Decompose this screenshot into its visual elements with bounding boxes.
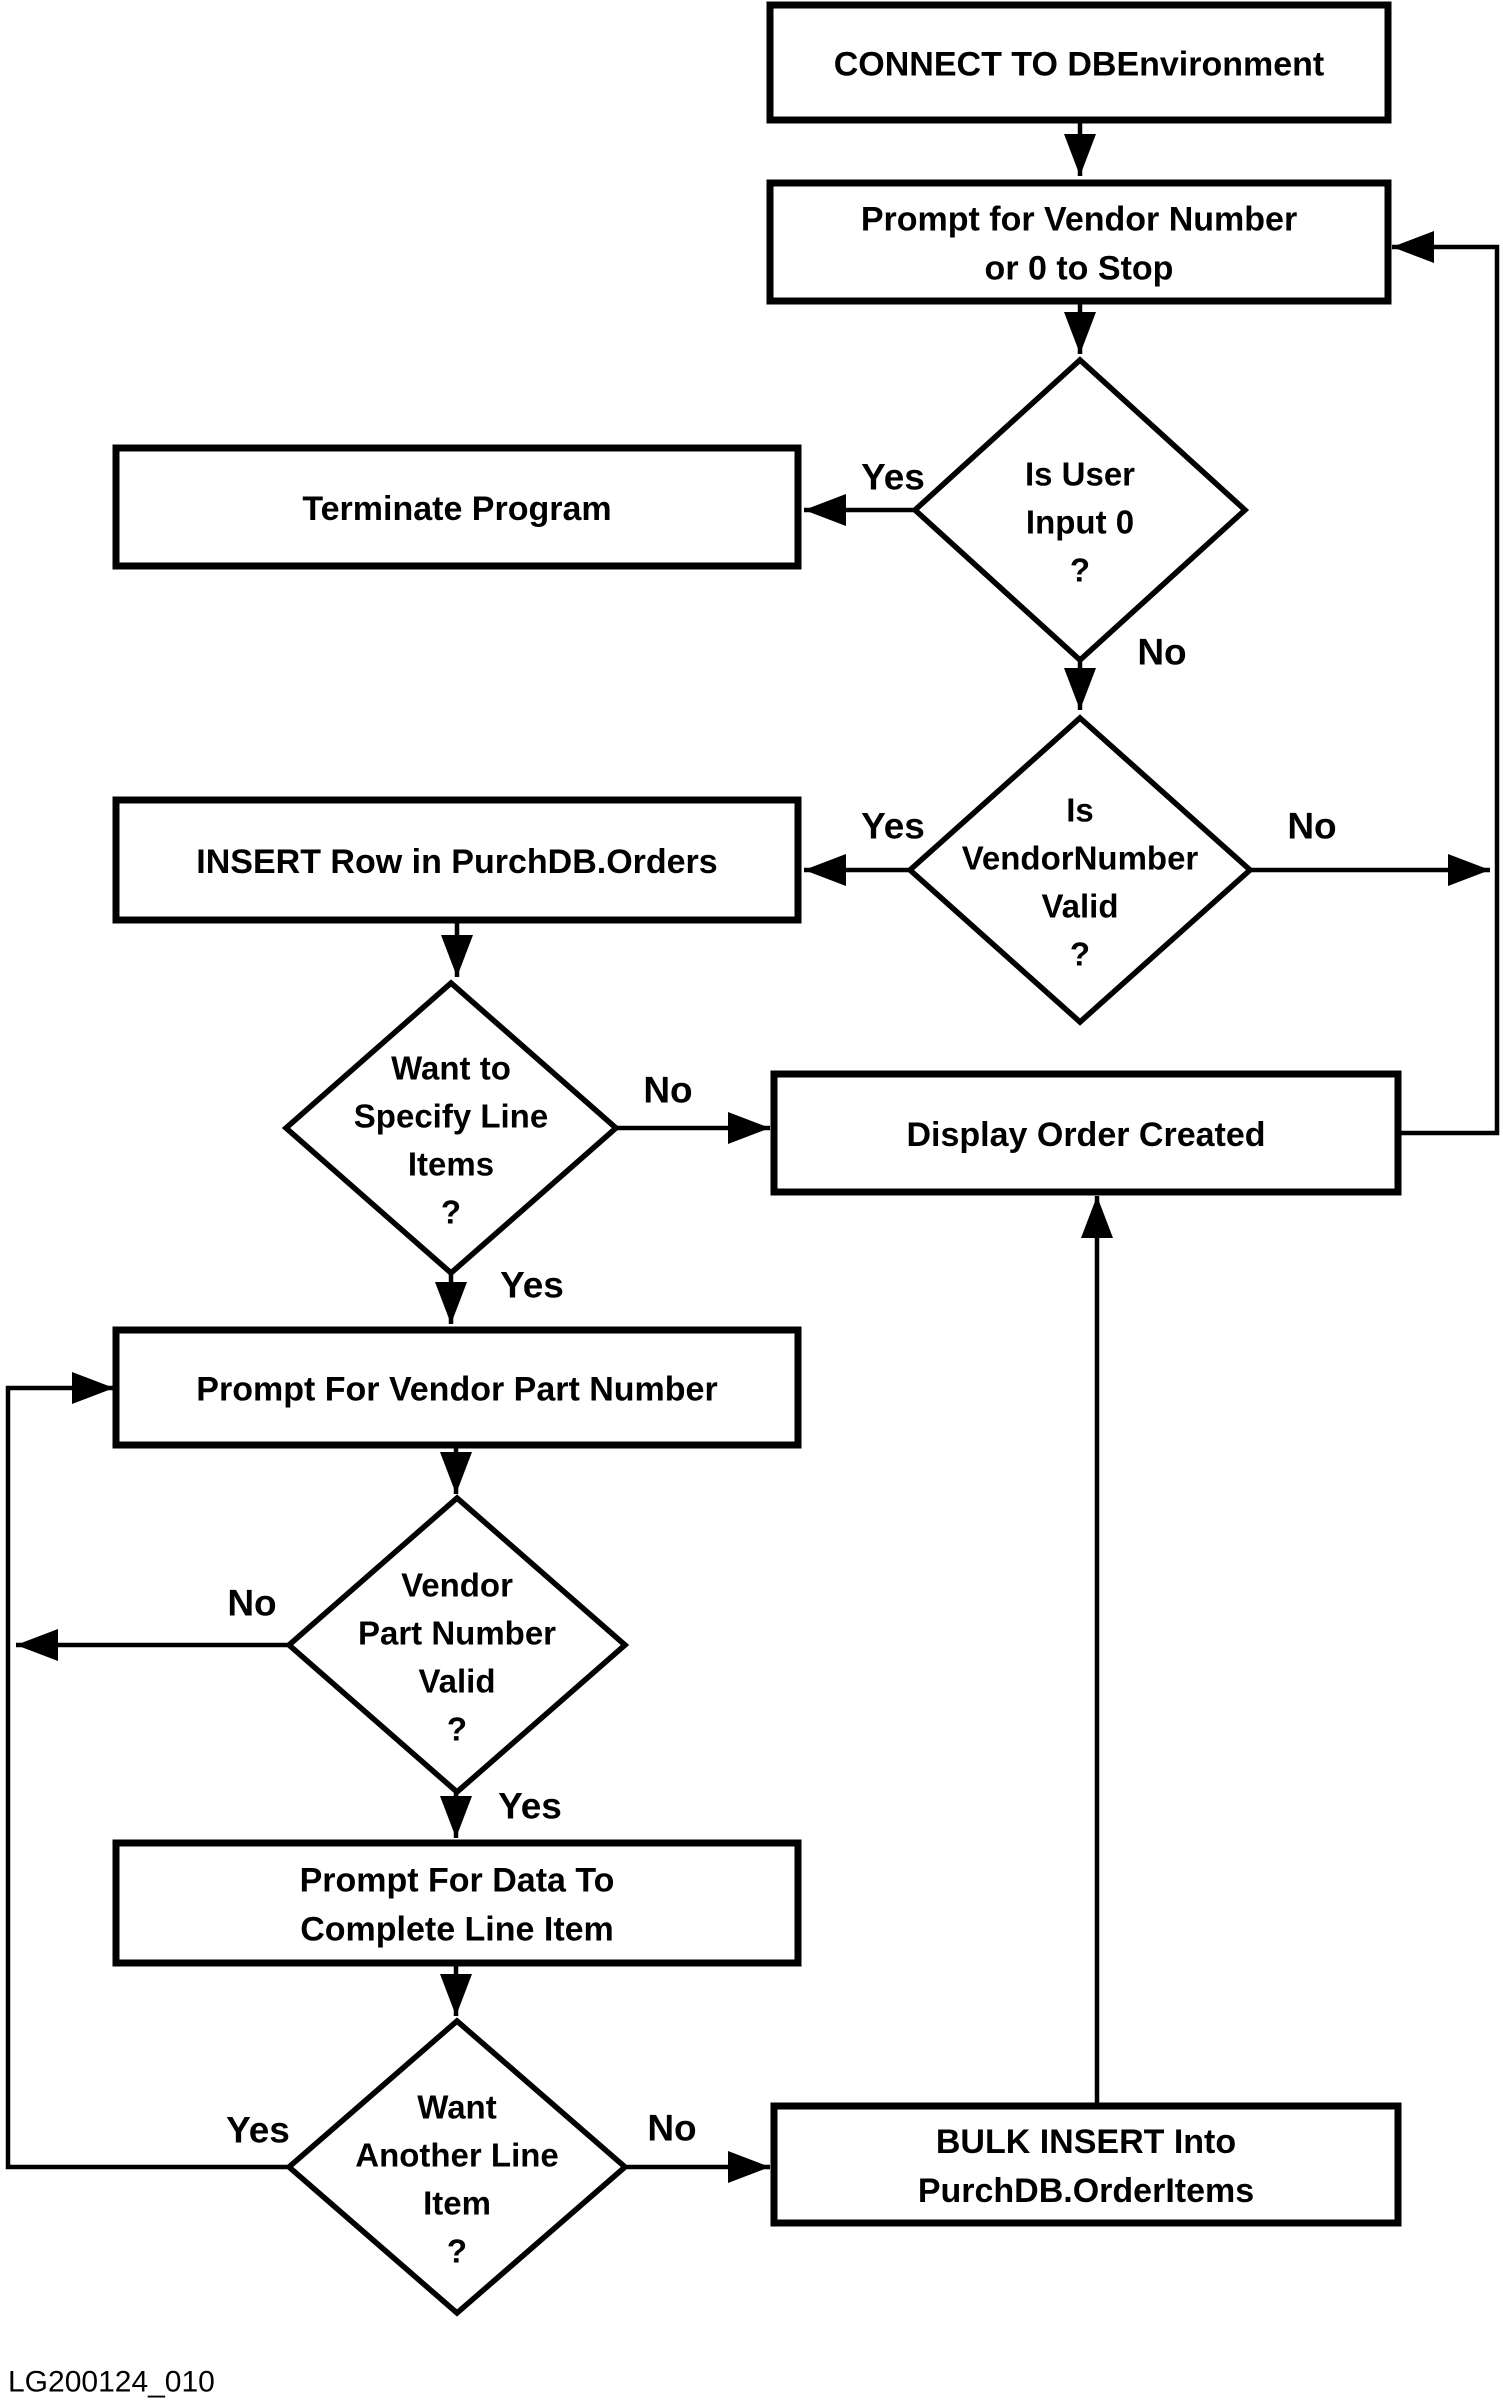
edge-wantanother-yes-loop [8, 1388, 292, 2167]
node-want-another-text: Another Line [355, 2136, 559, 2174]
node-want-items-text: ? [440, 1193, 462, 1231]
node-vendor-valid-text: ? [1069, 935, 1091, 973]
arrowhead-wantanother-no [728, 2151, 770, 2183]
node-connect-text: CONNECT TO DBEnvironment [833, 45, 1325, 84]
branch-label-wantitems-no: No [643, 1069, 693, 1111]
arrowhead-insert-to-wantitems [441, 935, 473, 977]
arrowhead-wantitems-no [728, 1112, 770, 1144]
node-insert-row-text: INSERT Row in PurchDB.Orders [196, 843, 718, 881]
node-want-items-text: Want to [391, 1049, 511, 1087]
node-want-items-text: Items [407, 1145, 495, 1183]
node-display-order-text: Display Order Created [906, 1116, 1266, 1154]
node-bulk-insert-text: BULK INSERT Into [935, 2122, 1237, 2161]
node-want-items-text: Specify Line [353, 1097, 549, 1135]
node-part-valid-text: ? [446, 1710, 468, 1748]
arrowhead-bulk-to-display [1081, 1196, 1113, 1238]
node-prompt-data-text: Complete Line Item [300, 1910, 614, 1949]
node-want-another-text: ? [446, 2232, 468, 2270]
node-vendor-valid-text: Is [1066, 791, 1094, 829]
node-prompt-vendor-text: Prompt for Vendor Number [860, 200, 1298, 239]
arrowhead-connect-to-prompt [1064, 134, 1096, 176]
node-prompt-data-text: Prompt For Data To [299, 1861, 615, 1900]
node-want-another-text: Item [423, 2184, 491, 2222]
arrowhead-vendorvalid-no [1448, 854, 1490, 886]
arrowhead-isinput-no [1064, 668, 1096, 710]
arrowhead-partvalid-yes [440, 1796, 472, 1838]
node-prompt-vendor-text: or 0 to Stop [984, 249, 1174, 288]
node-vendor-valid-text: Valid [1041, 887, 1119, 925]
node-is-input-0-text: Input 0 [1025, 503, 1135, 541]
arrowhead-vendorvalid-yes [804, 854, 846, 886]
node-vendor-valid-text: VendorNumber [961, 839, 1199, 877]
branch-label-wantanother-no: No [647, 2107, 697, 2149]
branch-label-partvalid-no: No [227, 1582, 277, 1624]
branch-label-partvalid-yes: Yes [498, 1785, 562, 1827]
branch-label-vendorvalid-yes: Yes [861, 805, 925, 847]
arrowhead-promptpart-to-partvalid [440, 1452, 472, 1494]
node-terminate-text: Terminate Program [302, 490, 612, 528]
node-is-input-0-text: Is User [1024, 455, 1136, 493]
branch-label-wantitems-yes: Yes [500, 1264, 564, 1306]
arrowhead-wantanother-yes-loop [72, 1372, 114, 1404]
arrowhead-promptdata-to-wantanother [440, 1974, 472, 2016]
figure-label: LG200124_010 [8, 2365, 215, 2399]
arrowhead-isinput-yes [804, 494, 846, 526]
node-prompt-part-text: Prompt For Vendor Part Number [196, 1370, 718, 1409]
arrowhead-wantitems-yes [435, 1282, 467, 1324]
arrowhead-display-to-prompt-loop [1392, 231, 1434, 263]
branch-label-isinput-no: No [1137, 631, 1187, 673]
node-bulk-insert-text: PurchDB.OrderItems [917, 2172, 1255, 2211]
node-is-input-0-text: ? [1069, 551, 1091, 589]
branch-label-wantanother-yes-loop: Yes [226, 2109, 290, 2151]
node-part-valid-text: Part Number [357, 1614, 557, 1652]
node-part-valid-text: Vendor [401, 1566, 513, 1604]
arrowhead-prompt-to-isinput [1064, 312, 1096, 354]
edge-display-to-prompt-loop [1392, 247, 1497, 1133]
node-part-valid-text: Valid [418, 1662, 496, 1700]
arrowhead-partvalid-no [16, 1629, 58, 1661]
branch-label-isinput-yes: Yes [861, 456, 925, 498]
branch-label-vendorvalid-no: No [1287, 805, 1337, 847]
node-want-another-text: Want [417, 2088, 497, 2126]
